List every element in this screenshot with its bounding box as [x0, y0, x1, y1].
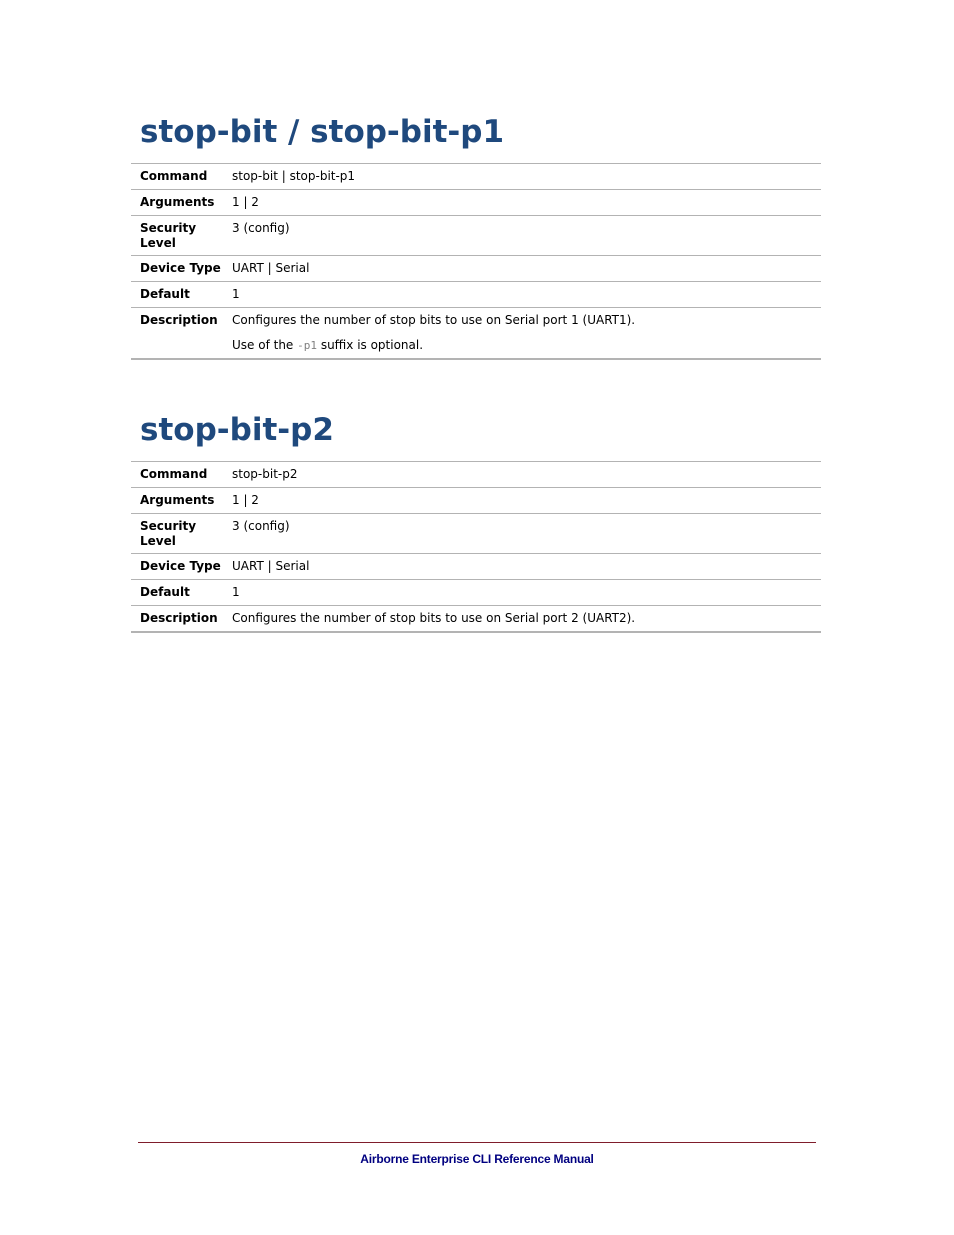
- command-section-stop-bit-p2: [131, 408, 821, 633]
- command-properties-table: [131, 163, 821, 360]
- row-value: Configures the number of stop bits to use on Serial port 2 (UART2).: [232, 611, 636, 625]
- table-row-security-level: [131, 514, 821, 554]
- row-label: Description: [140, 313, 218, 327]
- section-heading: stop-bit-p2: [140, 412, 334, 448]
- table-row-description: [131, 606, 821, 633]
- row-value: stop-bit | stop-bit-p1: [232, 169, 356, 183]
- row-label: Arguments: [140, 493, 215, 507]
- table-row-default: [131, 580, 821, 606]
- footer-divider: [138, 1142, 816, 1143]
- row-label: Device Type: [140, 261, 221, 275]
- row-value: 3 (config): [232, 519, 290, 533]
- section-heading: stop-bit / stop-bit-p1: [140, 114, 505, 150]
- table-row-default: [131, 282, 821, 308]
- row-value: 1 | 2: [232, 195, 259, 209]
- note-prefix: Use of the: [232, 338, 298, 352]
- row-value: UART | Serial: [232, 261, 310, 275]
- row-value: [232, 308, 821, 360]
- row-value: 1 | 2: [232, 493, 259, 507]
- command-properties-table: [131, 461, 821, 633]
- table-row-command: [131, 164, 821, 190]
- table-row-device-type: [131, 554, 821, 580]
- row-label: Security Level: [140, 221, 197, 250]
- description-note: [232, 338, 821, 353]
- footer-title: Airborne Enterprise CLI Reference Manual: [360, 1152, 594, 1166]
- row-label: Default: [140, 287, 190, 301]
- table-row-security-level: [131, 216, 821, 256]
- row-value: 3 (config): [232, 221, 290, 235]
- row-label: Security Level: [140, 519, 197, 548]
- code-snippet: -p1: [297, 339, 317, 352]
- row-label: Arguments: [140, 195, 215, 209]
- row-label: Device Type: [140, 559, 221, 573]
- table-row-device-type: [131, 256, 821, 282]
- row-value: 1: [232, 585, 240, 599]
- note-suffix: suffix is optional.: [317, 338, 424, 352]
- row-label: Default: [140, 585, 190, 599]
- table-row-arguments: [131, 190, 821, 216]
- row-label: Command: [140, 169, 208, 183]
- row-label: Description: [140, 611, 218, 625]
- description-text: Configures the number of stop bits to use on Serial port 1 (UART1).: [232, 313, 636, 327]
- row-value: 1: [232, 287, 240, 301]
- table-row-arguments: [131, 488, 821, 514]
- table-row-description: [131, 308, 821, 360]
- row-value: stop-bit-p2: [232, 467, 298, 481]
- row-value: UART | Serial: [232, 559, 310, 573]
- command-section-stop-bit: [131, 110, 821, 360]
- row-label: Command: [140, 467, 208, 481]
- table-row-command: [131, 462, 821, 488]
